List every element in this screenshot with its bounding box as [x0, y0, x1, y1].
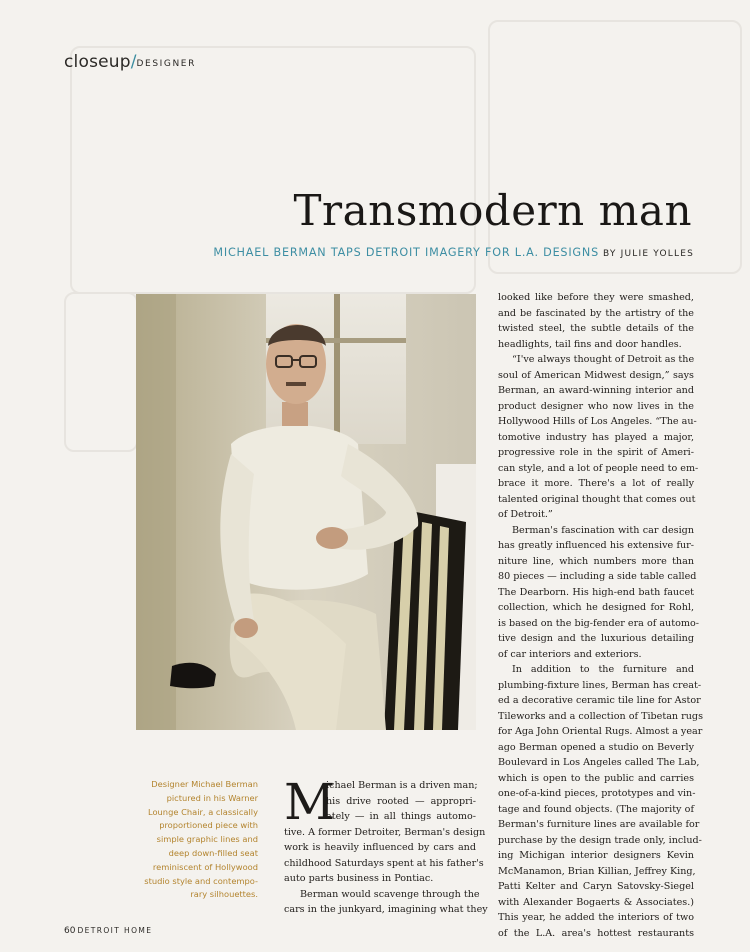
article-column-1 [284, 773, 488, 918]
caption-line: reminiscent of Hollywood [152, 861, 258, 872]
body-line: tage and found objects. (The majority of [498, 803, 694, 815]
body-line: of car interiors and exteriors. [498, 648, 642, 660]
body-line: Berman would scavenge through the [300, 888, 480, 900]
body-line: collection, which he designed for Rohl, [498, 602, 694, 613]
section-sub: DESIGNER [136, 59, 196, 69]
show-through-frame-left [64, 292, 138, 452]
body-line: his drive rooted — appropri- [326, 795, 476, 807]
show-through-frame-right [488, 20, 742, 274]
body-line: with Alexander Bogaerts & Associates.) [498, 896, 694, 908]
body-line: Berman's furniture lines are available for [498, 819, 700, 830]
body-line: of Detroit.” [498, 509, 553, 520]
drop-cap: M [284, 773, 336, 831]
deck [213, 246, 694, 259]
body-line: soul of American Midwest design,” says [498, 369, 694, 381]
body-line: McManamon, Brian Killian, Jeffrey King, [498, 865, 696, 877]
body-line: talented original thought that comes out [498, 493, 696, 505]
body-line: which is open to the public and carries [498, 772, 694, 784]
caption-line: deep down-filled seat [168, 847, 258, 858]
body-line: product designer who now lives in the [498, 400, 694, 412]
byline: BY JULIE YOLLES [602, 249, 694, 259]
body-line: tive. A former Detroiter, Berman's design [284, 826, 486, 838]
body-line: ichael Berman is a driven man; [326, 780, 478, 791]
body-line: ago Berman opened a studio on Beverly [498, 741, 694, 753]
body-line: The Dearborn. His high-end bath faucet [498, 586, 694, 598]
publication-name: DETROIT HOME [77, 926, 153, 935]
body-line: has greatly influenced his extensive fur- [498, 540, 694, 551]
headline: Transmodern man [293, 186, 692, 235]
body-line: for Aga John Oriental Rugs. Almost a year [498, 726, 703, 737]
body-line: looked like before they were smashed, [498, 292, 694, 303]
body-line: plumbing-fixture lines, Berman has creat- [498, 679, 702, 691]
body-line: one-of-a-kind pieces, prototypes and vin- [498, 788, 696, 799]
caption-line: studio style and contempo- [144, 875, 258, 886]
body-line: ing Michigan interior designers Kevin [498, 850, 694, 861]
section-slash: / [130, 52, 137, 72]
caption-line: Designer Michael Berman [151, 779, 258, 789]
body-line: 80 pieces — including a side table called [498, 571, 697, 582]
body-line: of the L.A. area's hottest restaurants [498, 927, 694, 939]
body-line: Boulevard in Los Angeles called The Lab, [498, 757, 700, 768]
body-line: can style, and a lot of people need to em- [498, 462, 699, 474]
page-folio [64, 926, 152, 936]
body-line: This year, he added the interiors of two [498, 912, 694, 923]
body-line: headlights, tail fins and door handles. [498, 338, 682, 350]
body-line: Patti Kelter and Caryn Satovsky-Siegel [498, 881, 694, 892]
subhead: MICHAEL BERMAN TAPS DETROIT IMAGERY FOR L.A. DESIGNS [213, 246, 599, 259]
photo-caption [108, 778, 258, 902]
section-header [64, 52, 196, 72]
body-line: Berman, an award-winning interior and [498, 385, 694, 396]
body-line: tive design and the luxurious detailing [498, 633, 694, 644]
body-line: twisted steel, the subtle details of the [498, 323, 694, 334]
portrait-photo [136, 294, 476, 730]
page-number: 60 [64, 926, 76, 936]
body-line: Hollywood Hills of Los Angeles. “The au- [498, 416, 697, 427]
body-line: Berman's fascination with car design [512, 524, 694, 536]
body-line: auto parts business in Pontiac. [284, 873, 434, 884]
caption-line: Lounge Chair, a classically [148, 806, 258, 817]
body-line: tomotive industry has played a major, [498, 431, 694, 443]
body-line: work is heavily influenced by cars and [284, 842, 476, 853]
body-line: In addition to the furniture and [512, 664, 694, 675]
body-line: brace it more. There's a lot of really [498, 478, 694, 489]
body-line: is based on the big-fender era of automo- [498, 617, 699, 629]
caption-line: pictured in his Warner [166, 792, 258, 803]
section-main: closeup [64, 52, 131, 72]
article-column-2 [498, 290, 703, 941]
body-line: progressive role in the spirit of Ameri- [498, 447, 694, 458]
body-line: ately — in all things automo- [326, 811, 476, 822]
body-line: childhood Saturdays spent at his father's [284, 857, 484, 869]
body-line: “I've always thought of Detroit as the [512, 354, 695, 365]
body-line: cars in the junkyard, imagining what they [284, 904, 488, 915]
body-line: ed a decorative ceramic tile line for Astor [498, 695, 701, 706]
caption-line: rary silhouettes. [190, 889, 258, 900]
caption-line: proportioned piece with [159, 820, 258, 831]
body-line: purchase by the design trade only, includ- [498, 834, 702, 846]
body-line: niture line, which numbers more than [498, 555, 694, 567]
caption-line: simple graphic lines and [156, 834, 258, 845]
body-line: and be fascinated by the artistry of the [498, 307, 694, 319]
body-line: Tileworks and a collection of Tibetan rugs [498, 710, 703, 722]
